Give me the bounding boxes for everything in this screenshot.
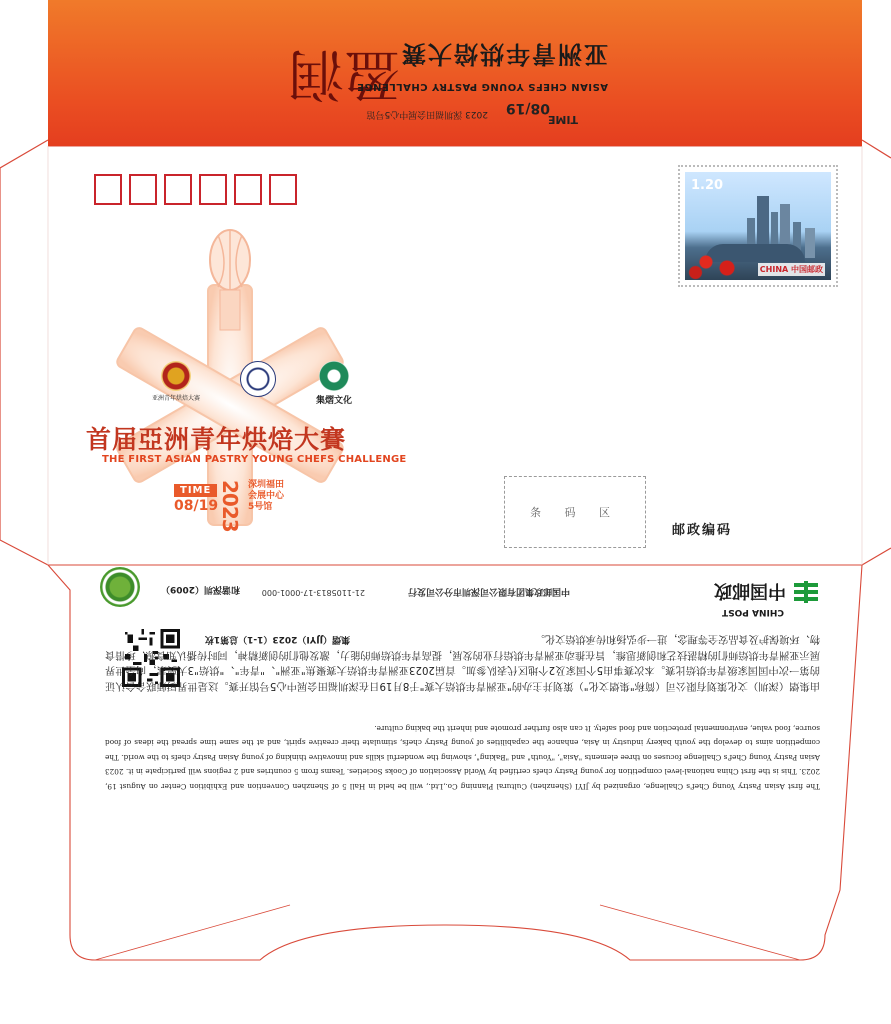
stamp-country: CHINA 中国邮政: [759, 265, 823, 274]
description-en: The first Asian Pastry Young Chef's Challenge, organized by JIYI (Shenzhen) Cultural Planning Co.,Ltd., will be held in Hall 5 of Shenzhen Convention and Exhibition Center on August 19, 2023. This is the first China national-level competition for young Pastry chefs certified by World Association of Cooks Societies. Teams from 5 countries and 2 regions will participate in it. 2023 Asian Pastry Young Chef's Challenge focuses on three elements "Asia", "Youth" and "Baking", showing the wonderful skills and innovative thinking of young Asian Pastry chefs to the world. The competition aims to develop the youth bakery industry in Asia, enhance the capabilities of young Pastry chefs, stimulate their creative spirit, and at the same time spread the ideas of food source, food value, environmental protection and food safety. It can also further promote and inherit the baking culture.: [105, 724, 820, 791]
postal-code-box[interactable]: [129, 174, 157, 205]
barcode-zone-label: 条 码 区: [530, 506, 620, 519]
time-label: TIME: [174, 484, 217, 497]
flap-date: 08/19: [505, 100, 550, 116]
china-post-icon: [792, 579, 820, 605]
postal-code-box[interactable]: [199, 174, 227, 205]
top-flap-banner: [48, 0, 862, 146]
event-cn-title: 首届亞洲青年烘焙大賽: [86, 425, 347, 454]
postcode-label: 邮政编码: [672, 523, 733, 538]
event-en-title: THE FIRST ASIAN PASTRY YOUNG CHEFS CHALLENGE: [102, 454, 407, 465]
flap-time-label: TIME: [547, 113, 578, 126]
partner-logos: [152, 361, 352, 406]
logo-appc: 亚洲青年烘焙大赛: [152, 361, 200, 402]
publication-code: 21-1105813-17-0001-000: [261, 588, 365, 597]
postal-code-boxes: [94, 174, 297, 205]
flap-venue: 2023 深圳福田会展中心5号馆: [366, 109, 488, 119]
flap-title-block: [268, 28, 668, 128]
appc-icon: [161, 361, 191, 391]
set-info: 集熠（JJYI）2023（1-1）总第1枚: [204, 634, 350, 644]
china-post-en: CHINA POST: [722, 607, 784, 617]
bottom-flap: [70, 575, 820, 875]
jiyi-icon: [319, 361, 349, 391]
flap-en-title: ASIAN CHEFS YOUNG PASTRY CHALLENGE: [356, 81, 608, 92]
permit-number: 和谐深圳（2009）: [160, 584, 240, 594]
barcode-zone: [504, 476, 646, 548]
publisher-text: 中国邮政集团有限公司深圳市分公司发行: [407, 586, 570, 596]
flap-cn-title: 亚洲青年烘焙大赛: [400, 40, 608, 68]
postal-code-box[interactable]: [164, 174, 192, 205]
event-year: 2023: [218, 480, 242, 532]
china-post-cn: 中国邮政: [714, 580, 786, 601]
stamp-image: [685, 172, 831, 280]
description-cn: 由集熠（深圳）文化策划有限公司（简称"集熠文化"）策划并主办的"亚洲青年烘焙大赛"于8月19日在深圳福田会展中心5号馆开赛。这是世界厨师联合会认证的第一次中国国家级青年烘焙比赛。本次赛事由5个国家及2个地区代表队参加。首届2023亚洲青年烘焙大赛聚焦"亚洲"、"青年"、"烘焙"3大要素，向全世界展示亚洲青年烘焙师们的精湛技艺和创新思维，旨在推动亚洲青年烘焙行业的发展，提高青年烘焙师的能力，激发他们的创新精神，同时传播认知食源、珍惜食物、环境保护及食品安全等理念，进一步弘扬和传承烘焙文化。: [105, 633, 820, 691]
postal-code-box[interactable]: [94, 174, 122, 205]
postal-code-box[interactable]: [269, 174, 297, 205]
china-post-logo: [714, 579, 820, 617]
postal-code-box[interactable]: [234, 174, 262, 205]
world-assoc-icon: [240, 361, 276, 397]
stamp-value: 1.20: [691, 178, 724, 193]
event-venue: 深圳福田 会展中心 5号馆: [248, 480, 285, 512]
logo-jiyi: 集熠文化: [316, 361, 352, 406]
flap-calligraphy: 盈润: [288, 41, 400, 106]
postage-stamp: [678, 165, 838, 287]
flower-decoration: [685, 250, 755, 280]
event-date: 08/19: [174, 498, 219, 514]
green-seal-logo: [100, 567, 140, 607]
logo-world-assoc: [240, 361, 276, 397]
